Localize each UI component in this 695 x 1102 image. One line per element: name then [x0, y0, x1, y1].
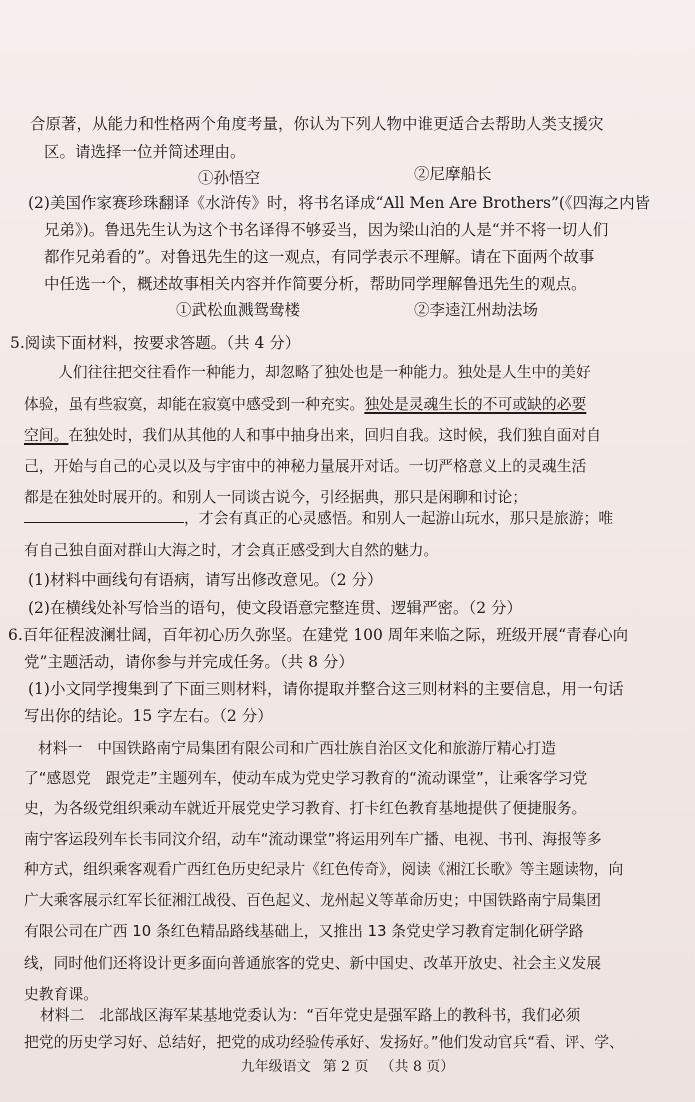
- q6-material1-line5: 种方式，组织乘客观看广西红色历史纪录片《红色传奇》，阅读《湘江长歌》等主题读物，向: [24, 861, 624, 878]
- q6-material1-line9: 史教育课。: [24, 986, 98, 1003]
- q6-header-line1: 6.百年征程波澜壮阔，百年初心历久弥坚。在建党 100 周年来临之际，班级开展“青春心向: [8, 626, 629, 644]
- q4-text-line2: 区。请选择一位并简述理由。: [44, 143, 246, 161]
- q4-text-line1: 合原著，从能力和性格两个角度考量，你认为下列人物中谁更适合去帮助人类支援灾: [30, 115, 604, 133]
- q5-material-line6: [24, 507, 695, 531]
- q6-header-line2: 党”主题活动，请你参与并完成任务。（共 8 分）: [24, 653, 354, 671]
- page-footer: [0, 1056, 695, 1076]
- footer-grade-subject: 九年级语文: [240, 1059, 311, 1075]
- q5-header: 5.阅读下面材料，按要求答题。（共 4 分）: [10, 334, 301, 352]
- q6-material1-line2: 了“感恩党 跟党走”主题列车，使动车成为党史学习教育的“流动课堂”，让乘客学习党: [24, 770, 588, 787]
- q5-material-line1: 人们往往把交往看作一种能力，却忽略了独处也是一种能力。独处是人生中的美好: [58, 364, 591, 381]
- q5-underlined-sentence-b: 空间。: [24, 427, 69, 444]
- q4-part2-line1: (2)美国作家赛珍珠翻译《水浒传》时，将书名译成“All Men Are Brothers”(《四海之内皆: [28, 194, 651, 212]
- q6-material1-line3: 史，为各级党组织乘动车就近开展党史学习教育、打卡红色教育基地提供了便捷服务。: [24, 800, 587, 817]
- q4-story-1: ①武松血溅鸳鸯楼: [176, 301, 301, 319]
- q5-material-line2: [24, 393, 695, 417]
- q5-material-line4: 己，开始与自己的心灵以及与宇宙中的神秘力量展开对话。一切严格意义上的灵魂生活: [24, 458, 587, 475]
- q6-material1-line7: 有限公司在广西 10 条红色精品路线基础上，又推出 13 条党史学习教育定制化研学路: [24, 923, 584, 940]
- q4-part2-line3: 都作兄弟看的”。对鲁迅先生的这一观点，有同学表示不理解。请在下面两个故事: [44, 248, 595, 266]
- footer-page-number: 第 2 页: [322, 1059, 369, 1075]
- q4-part2-line4: 中任选一个，概述故事相关内容并作简要分析，帮助同学理解鲁迅先生的观点。: [44, 275, 587, 293]
- q6-material1-line1: 材料一 中国铁路南宁局集团有限公司和广西壮族自治区文化和旅游厅精心打造: [38, 740, 556, 757]
- q5-subquestion-1: (1)材料中画线句有语病，请写出修改意见。（2 分）: [28, 571, 383, 589]
- q4-option-1: ①孙悟空: [198, 169, 261, 187]
- q5-subquestion-2: (2)在横线处补写恰当的语句，使文段语意完整连贯、逻辑严密。（2 分）: [28, 599, 522, 617]
- q4-part2-line2: 兄弟》)。鲁迅先生认为这个书名译得不够妥当，因为梁山泊的人是“并不将一切人们: [44, 221, 609, 239]
- q6-material1-line4: 南宁客运段列车长韦同汶介绍，动车“流动课堂”将运用列车广播、电视、书刊、海报等多: [24, 831, 602, 848]
- q5-material-line5: 都是在独处时展开的。和别人一同谈古说今，引经据典，那只是闲聊和讨论；: [24, 489, 528, 506]
- q6-material2-line1: 材料二 北部战区海军某基地党委认为：“百年党史是强军路上的教科书，我们必须: [40, 1007, 581, 1024]
- q4-option-2: ②尼摩船长: [414, 165, 492, 183]
- q6-material2-line2: 把党的历史学习好、总结好，把党的成功经验传承好、发扬好。”他们发动官兵“看、评、学、: [24, 1034, 624, 1051]
- q5-material-line3: [24, 424, 695, 448]
- q6-material1-line8: 线，同时他们还将设计更多面向普通旅客的党史、新中国史、改革开放史、社会主义发展: [24, 955, 602, 972]
- q5-material-line7: 有自己独自面对群山大海之时，才会真正感受到大自然的魅力。: [24, 542, 439, 559]
- q5-fill-blank[interactable]: [24, 508, 184, 523]
- q5-underlined-sentence-a: 独处是灵魂生长的不可或缺的必要: [364, 396, 587, 413]
- q4-story-2: ②李逵江州劫法场: [414, 301, 539, 319]
- q6-material1-line6: 广大乘客展示红军长征湘江战役、百色起义、龙州起义等革命历史；中国铁路南宁局集团: [24, 892, 602, 909]
- q5-material-line6-text: ，才会有真正的心灵感悟。和别人一起游山玩水，那只是旅游；唯: [184, 510, 614, 527]
- footer-total-pages: （共 8 页）: [380, 1059, 455, 1075]
- q6-subquestion-1-line2: 写出你的结论。15 字左右。（2 分）: [24, 707, 273, 725]
- q6-subquestion-1-line1: (1)小文同学搜集到了下面三则材料，请你提取并整合这三则材料的主要信息，用一句话: [28, 680, 624, 698]
- q5-material-line2-text: 体验，虽有些寂寞，却能在寂寞中感受到一种充实。: [24, 396, 365, 413]
- q5-material-line3-text: 在独处时，我们从其他的人和事中抽身出来，回归自我。这时候，我们独自面对自: [68, 427, 602, 444]
